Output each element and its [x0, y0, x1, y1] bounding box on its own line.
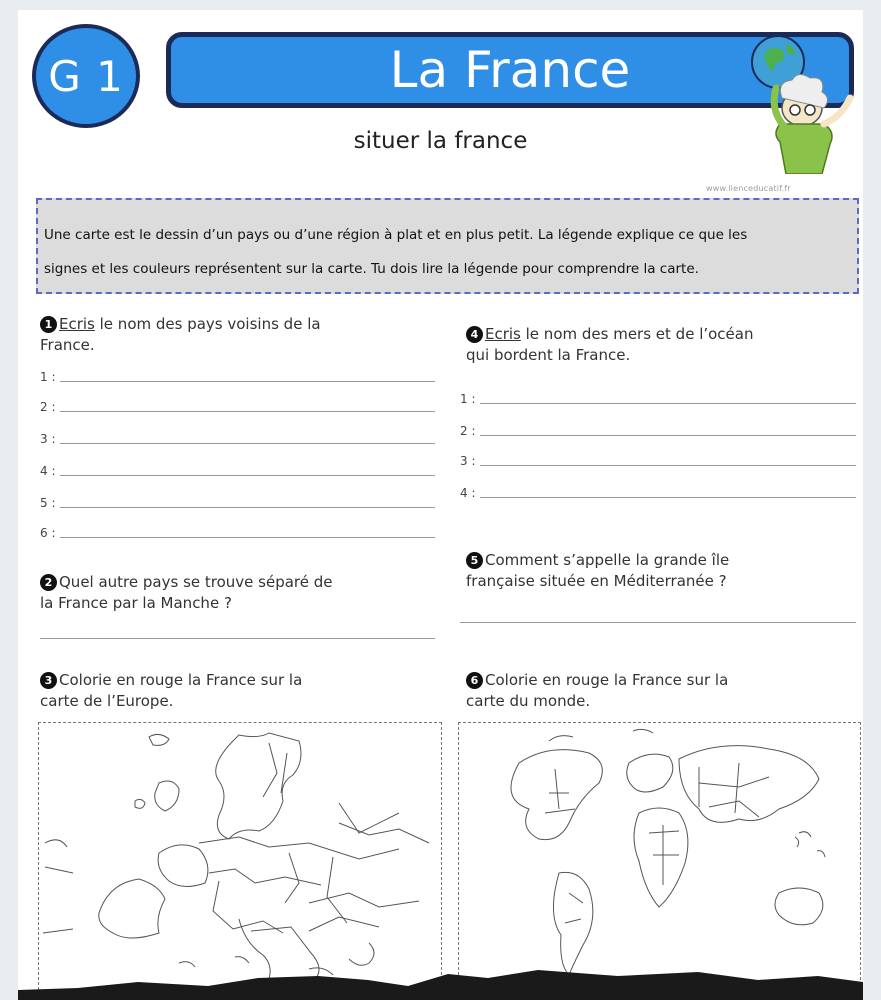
europe-map-frame	[38, 722, 442, 1000]
answer-line[interactable]	[460, 388, 856, 406]
answer-label: 3 :	[460, 454, 476, 468]
question-text: Colorie en rouge la France sur la	[59, 671, 303, 689]
question-3	[40, 670, 450, 712]
instruction-keyword: Ecris	[59, 315, 95, 333]
answer-label: 1 :	[460, 392, 476, 406]
page-title: La France	[389, 41, 631, 99]
lesson-badge	[32, 24, 140, 128]
definition-line-2: signes et les couleurs représentent sur la carte. Tu dois lire la légende pour comprendre la carte.	[44, 261, 699, 277]
definition-box	[36, 198, 859, 294]
answer-line[interactable]	[40, 396, 435, 414]
question-text: Colorie en rouge la France sur la	[485, 671, 729, 689]
question-text: Quel autre pays se trouve séparé de	[59, 573, 333, 591]
question-4	[466, 324, 861, 366]
question-number: 1	[40, 316, 57, 333]
question-text: Comment s’appelle la grande île	[485, 551, 730, 569]
definition-line-1: Une carte est le dessin d’un pays ou d’une région à plat et en plus petit. La légende explique ce que les	[44, 227, 748, 243]
question-1	[40, 314, 440, 356]
answer-line[interactable]	[40, 460, 435, 478]
question-text: carte du monde.	[466, 692, 591, 710]
answer-label: 4 :	[460, 486, 476, 500]
site-url: www.lienceducatif.fr	[706, 184, 791, 193]
answer-label: 6 :	[40, 526, 56, 540]
world-map-frame	[458, 722, 861, 1000]
question-number: 4	[466, 326, 483, 343]
answer-label: 3 :	[40, 432, 56, 446]
answer-line[interactable]	[460, 482, 856, 500]
answer-line[interactable]	[40, 492, 435, 510]
answer-label: 1 :	[40, 370, 56, 384]
answer-line[interactable]	[460, 622, 856, 623]
question-number: 5	[466, 552, 483, 569]
question-text: France.	[40, 336, 95, 354]
question-text: qui bordent la France.	[466, 346, 631, 364]
answer-label: 2 :	[460, 424, 476, 438]
question-text: la France par la Manche ?	[40, 594, 232, 612]
question-number: 2	[40, 574, 57, 591]
answer-line[interactable]	[40, 522, 435, 540]
answer-label: 5 :	[40, 496, 56, 510]
torn-edge	[18, 966, 863, 1000]
question-text: le nom des mers et de l’océan	[520, 325, 754, 343]
world-map-icon[interactable]	[459, 723, 858, 997]
question-5	[466, 550, 861, 592]
question-text: le nom des pays voisins de la	[94, 315, 321, 333]
question-number: 6	[466, 672, 483, 689]
answer-line[interactable]	[460, 450, 856, 468]
question-2	[40, 572, 450, 614]
answer-line[interactable]	[40, 428, 435, 446]
answer-label: 2 :	[40, 400, 56, 414]
instruction-keyword: Ecris	[485, 325, 521, 343]
worksheet	[18, 10, 863, 1000]
answer-line[interactable]	[40, 638, 435, 639]
europe-map-icon[interactable]	[39, 723, 439, 997]
answer-label: 4 :	[40, 464, 56, 478]
subtitle: situer la france	[353, 128, 528, 154]
lesson-code: G 1	[48, 51, 124, 101]
question-6	[466, 670, 861, 712]
answer-line[interactable]	[460, 420, 856, 438]
answer-line[interactable]	[40, 366, 435, 384]
question-text: française située en Méditerranée ?	[466, 572, 727, 590]
question-number: 3	[40, 672, 57, 689]
question-text: carte de l’Europe.	[40, 692, 174, 710]
